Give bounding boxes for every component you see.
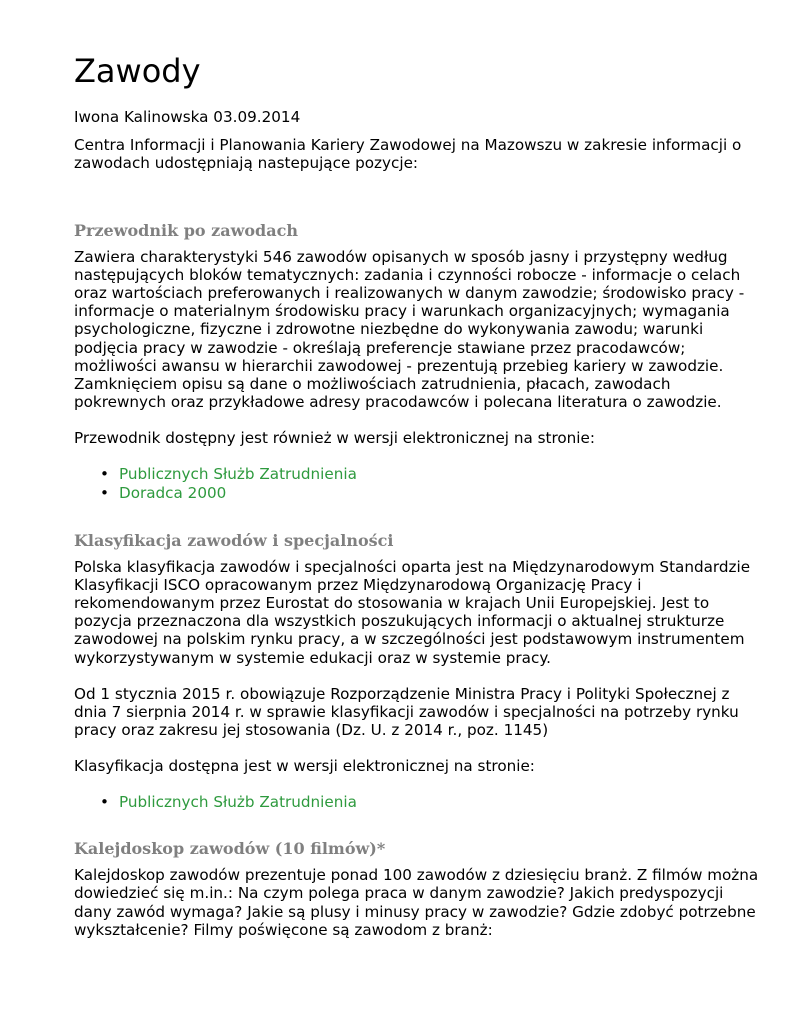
- bullet-icon: •: [100, 464, 109, 483]
- list-item: [100, 484, 764, 504]
- bullet-icon: •: [100, 484, 109, 503]
- intro-paragraph: Centra Informacji i Planowania Kariery Zawodowej na Mazowszu w zakresie informacji o zawodach udostępniają nastepujące pozycje:: [74, 136, 742, 173]
- link-publiczne-sluzby-zatrudnienia[interactable]: Publicznych Służb Zatrudnienia: [119, 792, 357, 811]
- section-paragraph: Zawiera charakterystyki 546 zawodów opisanych w sposób jasny i przystępny według następujących bloków tematycznych: zadania i czynności robocze - informacje o celach oraz wartościach preferowanych i realizowanych w danym zawodzie; środowisko pracy - informacje o materialnym środowisku pracy i warunkach organizacyjnych; wymagania psychologiczne, fizyczne i zdrowotne niezbędne do wykonywania zawodu; warunki podjęcia pracy w zawodzie - określają preferencje stawiane przez pracodawców; możliwości awansu w hierarchii zawodowej - prezentują przebieg kariery w zawodzie. Zamknięciem opisu są dane o możliwościach zatrudnienia, płacach, zawodach pokrewnych oraz przykładowe adresy pracodawców i polecana literatura o zawodzie.: [74, 247, 745, 412]
- section-heading-klasyfikacja: Klasyfikacja zawodów i specjalności: [74, 530, 394, 550]
- list-item: [100, 465, 764, 485]
- list-item: [100, 793, 764, 813]
- section-paragraph: Przewodnik dostępny jest również w wersji elektronicznej na stronie:: [74, 429, 595, 448]
- document-title: Zawody: [74, 52, 201, 90]
- bullet-icon: •: [100, 792, 109, 811]
- link-doradca-2000[interactable]: Doradca 2000: [119, 484, 227, 503]
- section-paragraph: Klasyfikacja dostępna jest w wersji elektronicznej na stronie:: [74, 757, 535, 776]
- section-heading-przewodnik: Przewodnik po zawodach: [74, 220, 298, 240]
- section-paragraph: Polska klasyfikacja zawodów i specjalności oparta jest na Międzynarodowym Standardzie Klasyfikacji ISCO opracowanym przez Międzynarodową Organizację Pracy i rekomendowanym przez Eurostat do stosowania w krajach Unii Europejskiej. Jest to pozycja przeznaczona dla wszystkich poszukujących informacji o aktualnej strukturze zawodowej na polskim rynku pracy, a w szczególności jest podstawowym instrumentem wykorzystywanym w systemie edukacji oraz w systemie pracy.: [74, 557, 751, 667]
- document-page: [74, 52, 764, 939]
- author-date: Iwona Kalinowska 03.09.2014: [74, 108, 301, 126]
- section-heading-kalejdoskop: Kalejdoskop zawodów (10 filmów)*: [74, 839, 386, 859]
- link-list: [74, 793, 764, 813]
- section-paragraph: Od 1 stycznia 2015 r. obowiązuje Rozporządzenie Ministra Pracy i Polityki Społecznej z dnia 7 sierpnia 2014 r. w sprawie klasyfikacji zawodów i specjalności na potrzeby rynku pracy oraz zakresu jej stosowania (Dz. U. z 2014 r., poz. 1145): [74, 684, 739, 740]
- link-publiczne-sluzby-zatrudnienia[interactable]: Publicznych Służb Zatrudnienia: [119, 464, 357, 483]
- link-list: [74, 465, 764, 504]
- section-paragraph: Kalejdoskop zawodów prezentuje ponad 100 zawodów z dziesięciu branż. Z filmów można dowiedzieć się m.in.: Na czym polega praca w danym zawodzie? Jakich predyspozycji dany zawód wymaga? Jakie są plusy i minusy pracy w zawodzie? Gdzie zdobyć potrzebne wykształcenie? Filmy poświęcone są zawodom z branż:: [74, 866, 759, 939]
